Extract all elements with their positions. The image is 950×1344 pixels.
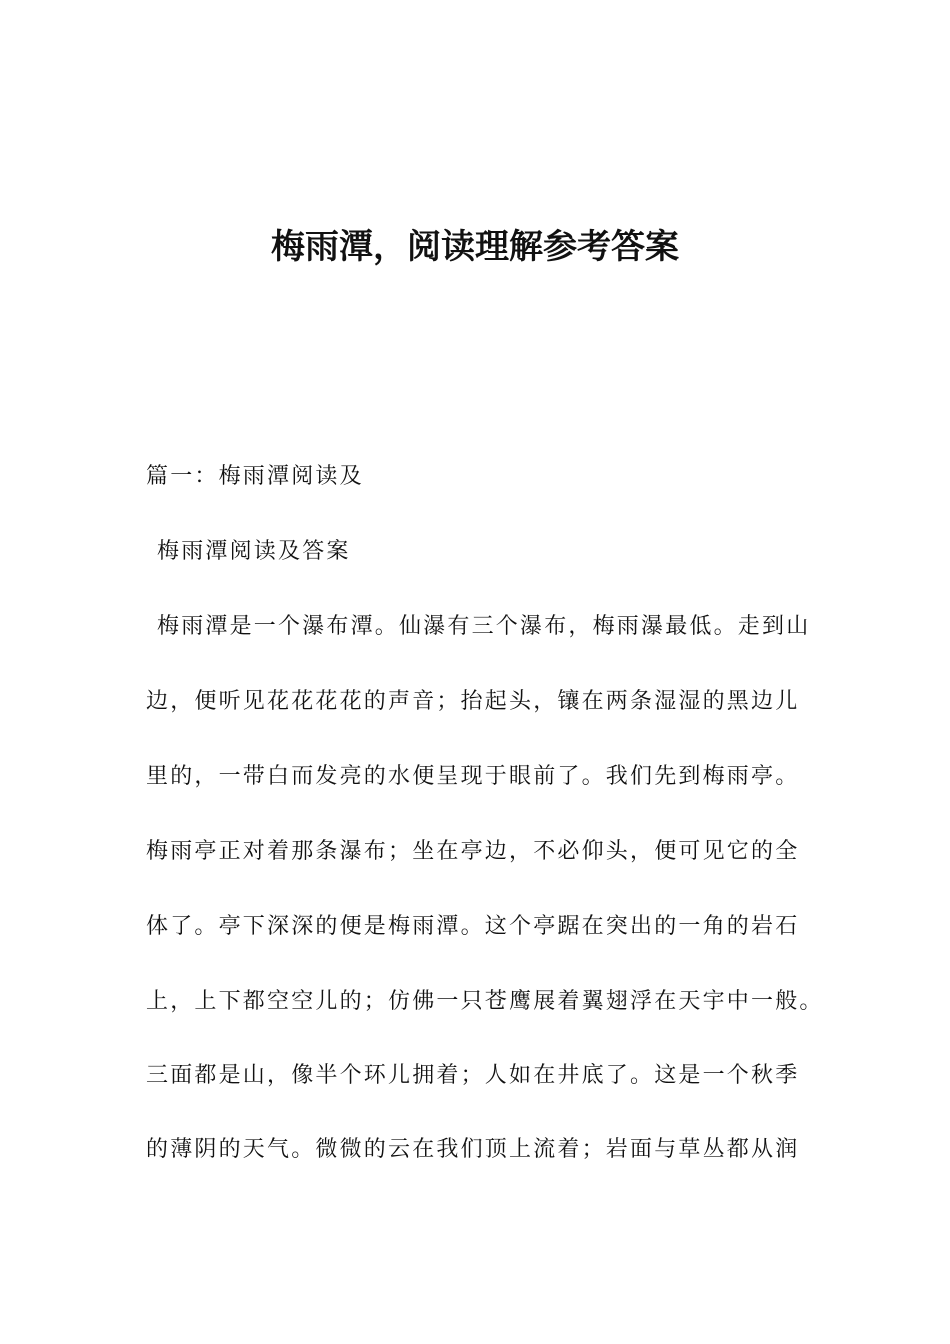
paragraph-line: 梅雨亭正对着那条瀑布；坐在亭边，不必仰头，便可见它的全 <box>146 839 800 864</box>
paragraph-line: 三面都是山，像半个环儿拥着；人如在井底了。这是一个秋季 <box>146 1063 800 1088</box>
document-title: 梅雨潭，阅读理解参考答案 <box>271 227 679 267</box>
paragraph-line: 梅雨潭是一个瀑布潭。仙瀑有三个瀑布，梅雨瀑最低。走到山 <box>157 614 811 639</box>
paragraph-line: 边，便听见花花花花的声音；抬起头，镶在两条湿湿的黑边儿 <box>146 689 800 714</box>
paragraph-line: 的薄阴的天气。微微的云在我们顶上流着；岩面与草丛都从润 <box>146 1137 800 1162</box>
paragraph-line: 上，上下都空空儿的；仿佛一只苍鹰展着翼翅浮在天宇中一般。 <box>146 989 824 1014</box>
subheading: 梅雨潭阅读及答案 <box>157 539 351 564</box>
section-heading: 篇一：梅雨潭阅读及 <box>146 464 364 489</box>
paragraph-line: 里的，一带白而发亮的水便呈现于眼前了。我们先到梅雨亭。 <box>146 764 800 789</box>
paragraph-line: 体了。亭下深深的便是梅雨潭。这个亭踞在突出的一角的岩石 <box>146 914 800 939</box>
